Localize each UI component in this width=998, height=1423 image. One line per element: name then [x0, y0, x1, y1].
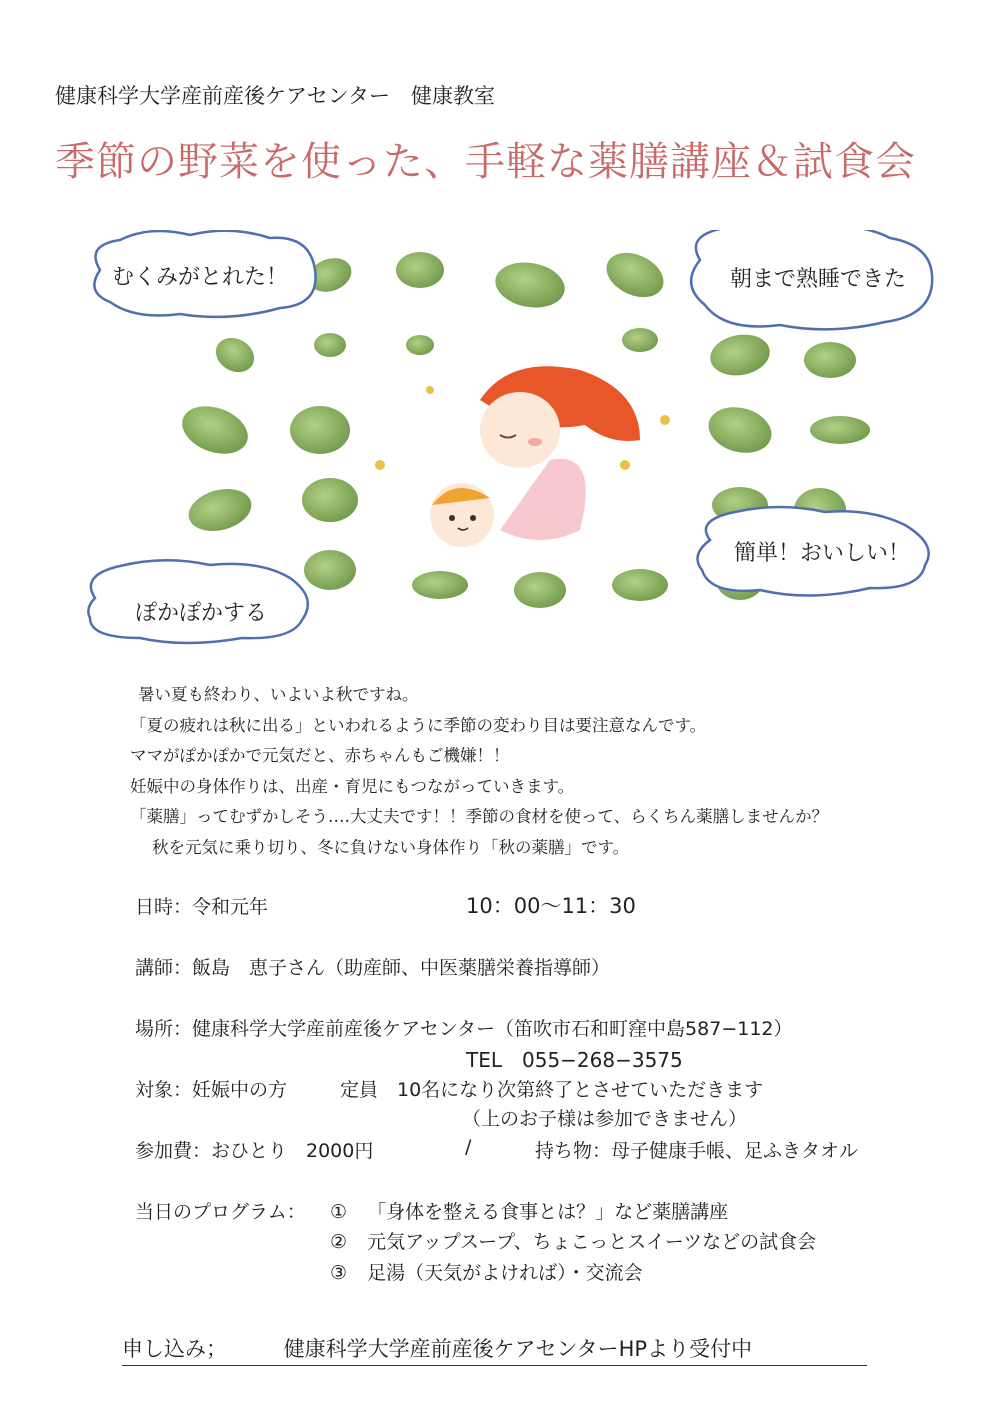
belongings-info: 持ち物：母子健康手帳、足ふきタオル: [535, 1140, 859, 1162]
bubble-text-easy-delicious: 簡単！おいしい！: [734, 541, 911, 566]
program-label: 当日のプログラム：: [135, 1201, 306, 1223]
program-item-1: [330, 1197, 728, 1224]
program-item-number: ②: [330, 1231, 348, 1253]
program-item-number: ①: [330, 1201, 348, 1223]
intro-line: 妊娠中の身体作りは、出産・育児にもつながっていきます。: [130, 776, 575, 796]
capacity-info: 定員 10名になり次第終了とさせていただきます: [340, 1079, 764, 1101]
separator: /: [465, 1136, 472, 1158]
illustration: [80, 230, 940, 650]
time-value: 10：00～11：30: [466, 894, 636, 918]
intro-line: 暑い夏も終わり、いよいよ秋ですね。: [138, 685, 419, 704]
application-text: 健康科学大学産前産後ケアセンターHPより受付中: [283, 1337, 753, 1361]
intro-paragraph: [130, 680, 828, 863]
tel-info: TEL 055−268−3575: [466, 1048, 683, 1072]
intro-line: 「夏の疲れは秋に出る」といわれるように季節の変わり目は要注意なんです。: [130, 715, 707, 735]
bubble-text-sleep: 朝まで熟睡できた: [730, 267, 907, 292]
capacity-note: （上のお子様は参加できません）: [462, 1108, 748, 1130]
bubble-text-warm: ぽかぽかする: [135, 601, 268, 626]
intro-line: 秋を元気に乗り切り、冬に負けない身体作り「秋の薬膳」です。: [152, 837, 630, 857]
lecturer-info: 講師：飯島 恵子さん（助産師、中医薬膳栄養指導師）: [135, 957, 611, 979]
leaf-illustration: [80, 230, 940, 650]
intro-line: 「薬膳」ってむずかしそう‥‥大丈夫です！！季節の食材を使って、らくちん薬膳しませんか？: [130, 807, 829, 826]
application-label: 申し込み；: [122, 1337, 227, 1361]
application-line: [122, 1333, 867, 1366]
fee-info: 参加費：おひとり 2000円: [135, 1140, 374, 1162]
program-item-text: 足湯（天気がよければ）・交流会: [367, 1262, 643, 1284]
intro-line: ママがぽかぽかで元気だと、赤ちゃんもご機嫌！！: [130, 746, 510, 765]
place-info: 場所：健康科学大学産前産後ケアセンター（笛吹市石和町窪中島587−112）: [135, 1018, 793, 1040]
date-label: 日時：令和元年: [135, 896, 269, 918]
page-title: 季節の野菜を使った、手軽な薬膳講座＆試食会: [55, 139, 916, 185]
bubble-text-swelling: むくみがとれた！: [112, 265, 289, 290]
program-item-2: [330, 1227, 816, 1254]
mother-and-baby-illustration: [430, 366, 640, 547]
program-item-3: [330, 1258, 643, 1285]
program-item-text: 元気アップスープ、ちょこっとスイーツなどの試食会: [367, 1231, 817, 1253]
program-item-text: 「身体を整える食事とは？」など薬膳講座: [367, 1201, 729, 1223]
target-info: 対象：妊娠中の方: [135, 1079, 288, 1101]
program-item-number: ③: [330, 1262, 348, 1284]
organizer-line: 健康科学大学産前産後ケアセンター 健康教室: [55, 84, 495, 108]
